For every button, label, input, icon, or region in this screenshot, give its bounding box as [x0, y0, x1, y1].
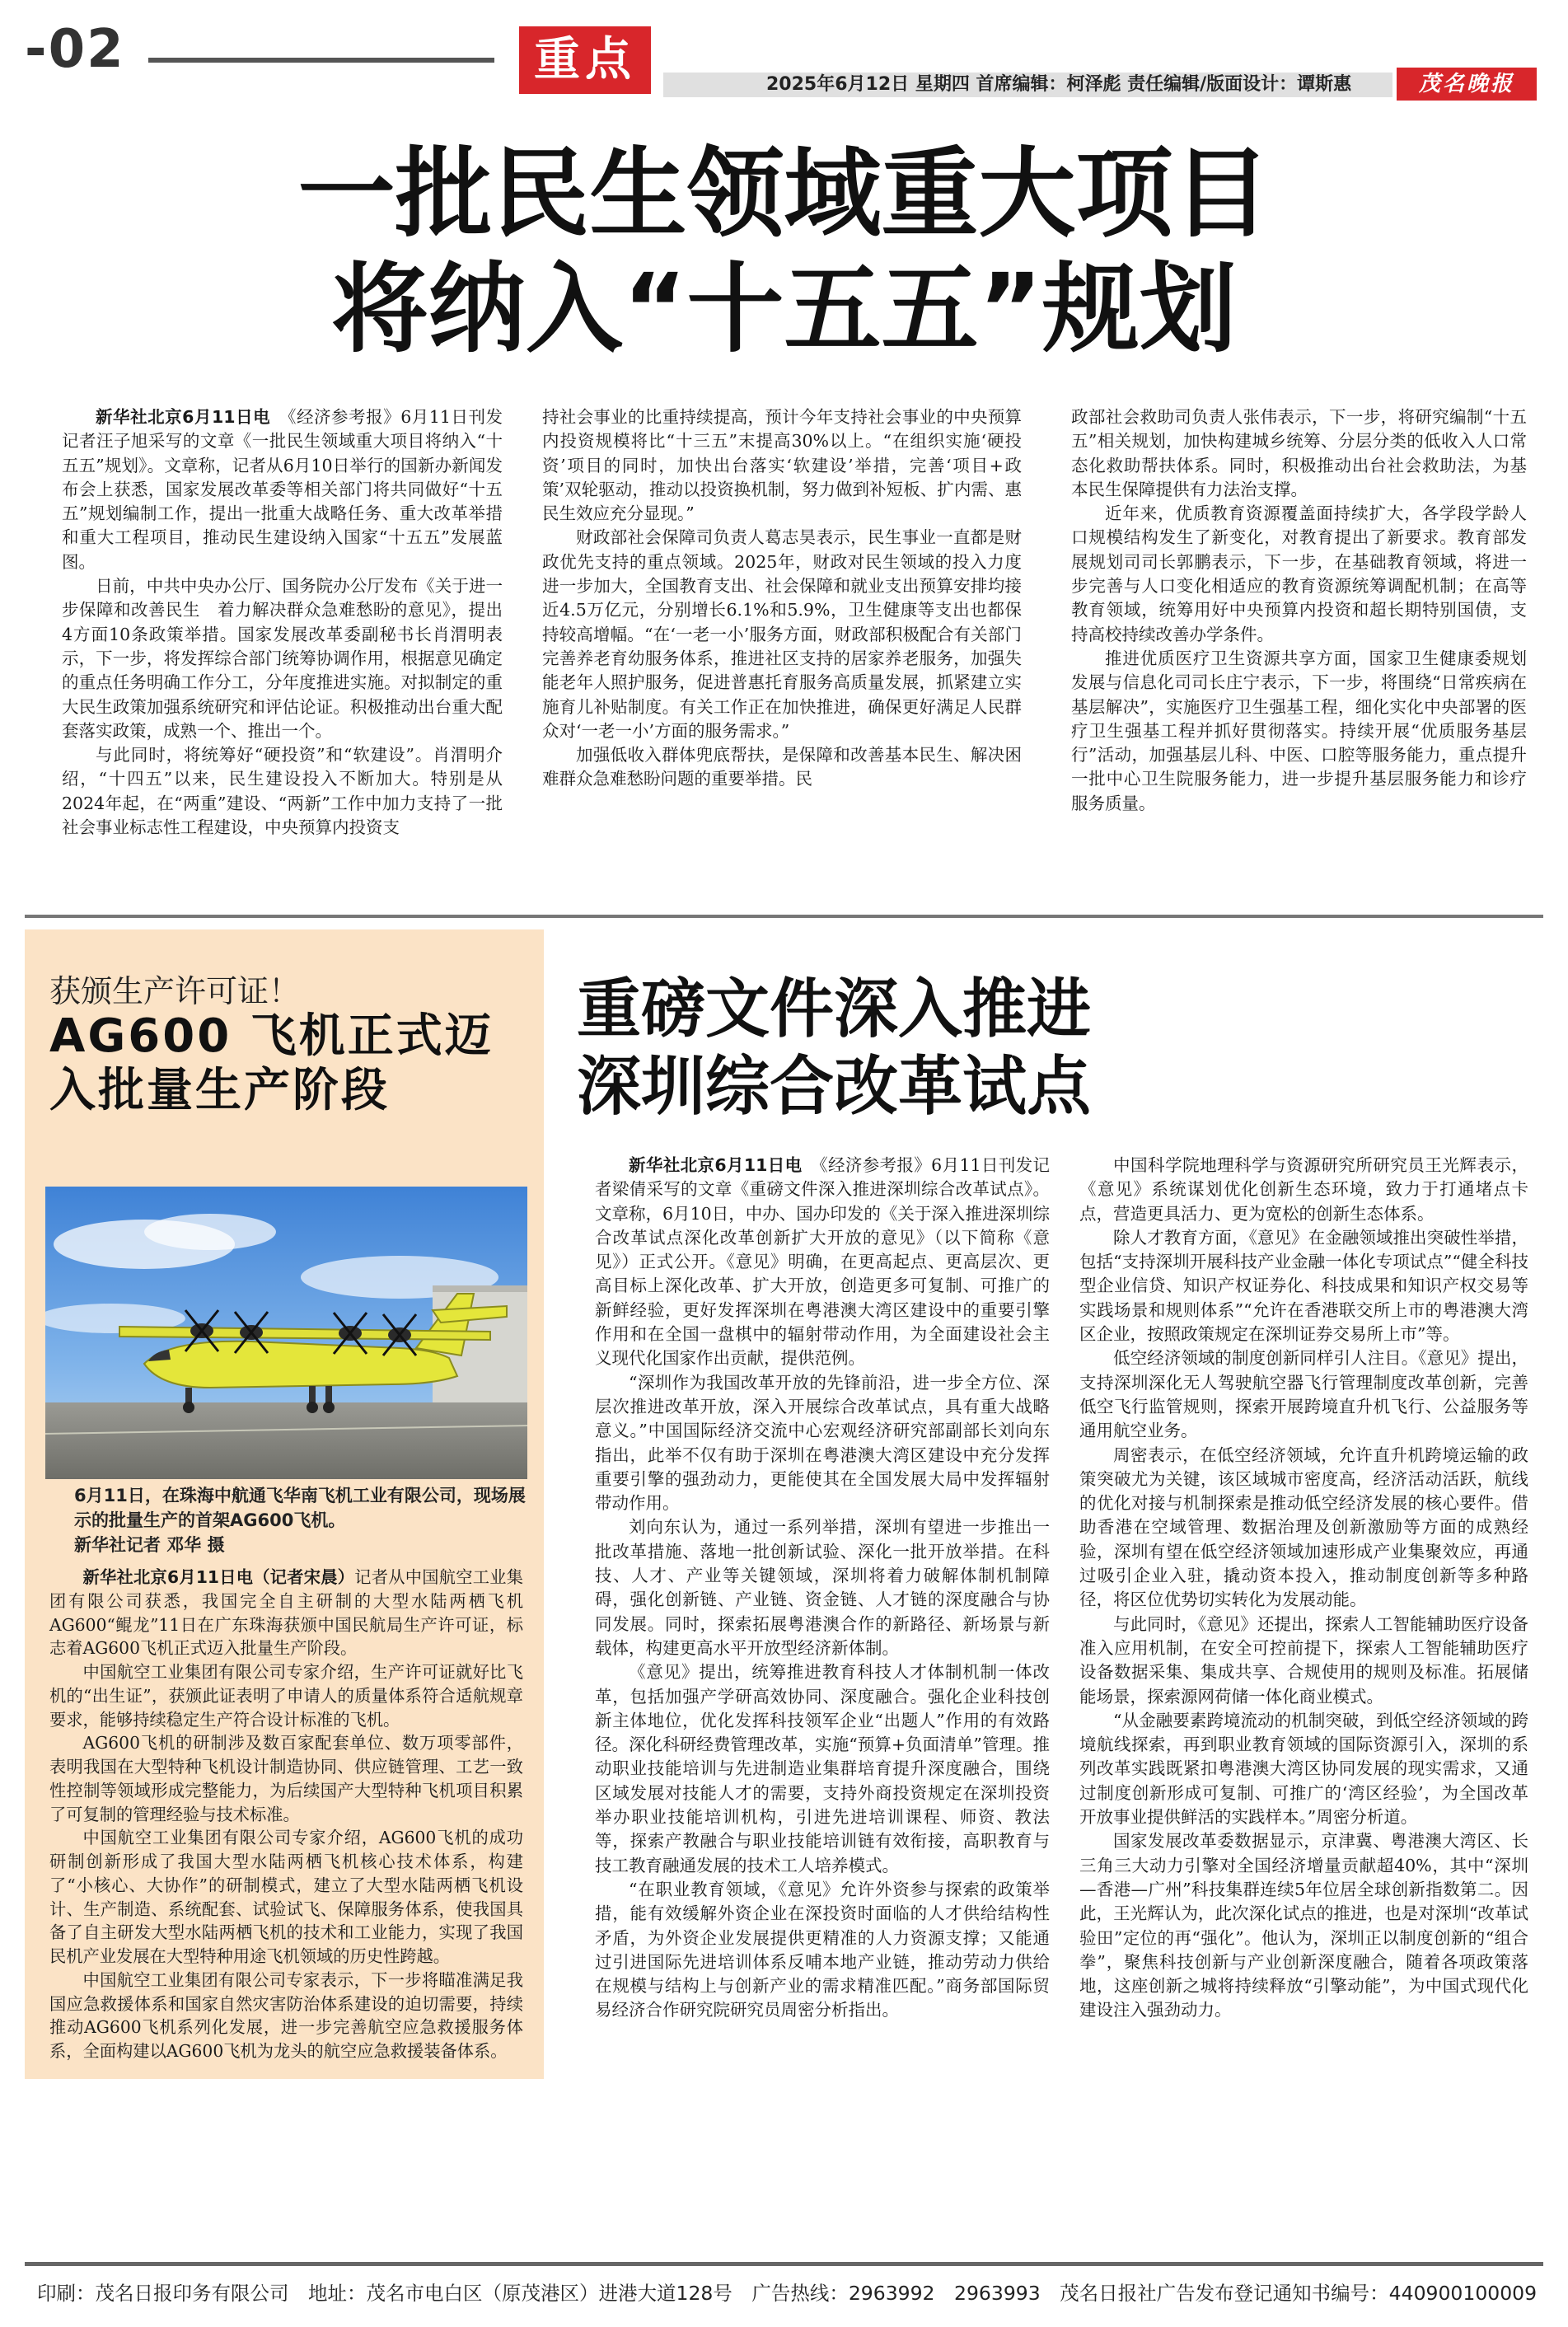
article1-column-1 — [62, 405, 503, 840]
footer-rule — [25, 2262, 1543, 2266]
masthead-logo: 茂名晚报 — [1397, 68, 1537, 101]
paragraph: 《经济参考报》6月11日刊发记者汪子旭采写的文章《一批民生领域重大项目将纳入“十五五”规划》。文章称，记者从6月10日举行的国新办新闻发布会上获悉，国家发展改革委等相关部门将共同做好“十五五”规划编制工作，提出一批重大战略任务、重大改革举措和重大工程项目，推动民生建设纳入国家“十五五”发展蓝图。 — [62, 407, 503, 572]
paragraph: 日前，中共中央办公厅、国务院办公厅发布《关于进一步保障和改善民生 着力解决群众急难愁盼的意见》，提出4方面10条政策举措。国家发展改革委副秘书长肖渭明表示，下一步，将发挥综合部门统筹协调作用，根据意见确定的重点任务明确工作分工，分年度推进实施。对拟制定的重大民生政策加强系统研究和评估论证。积极推动出台重大配套落实政策，成熟一个、推出一个。 — [62, 576, 503, 741]
dateline: 新华社北京6月11日电 — [629, 1155, 803, 1175]
paragraph: 政部社会救助司负责人张伟表示，下一步，将研究编制“十五五”相关规划，加快构建城乡统筹、分层分类的低收入人口常态化救助帮扶体系。同时，积极推动出台社会救助法，为基本民生保障提供有力法治支撑。 — [1071, 407, 1527, 499]
dateline: 新华社北京6月11日电（记者宋晨） — [82, 1567, 355, 1587]
paragraph: 推进优质医疗卫生资源共享方面，国家卫生健康委规划发展与信息化司司长庄宁表示，下一步，将围绕“日常疾病在基层解决”，实施医疗卫生强基工程，细化实化中央部署的医疗卫生强基工程并抓好贯彻落实。持续开展“优质服务基层行”活动，加强基层儿科、中医、口腔等服务能力，重点提升一批中心卫生院服务能力，进一步提升基层服务能力和诊疗服务质量。 — [1071, 648, 1527, 813]
sidebar-title: AG600 飞机正式迈入批量生产阶段 — [49, 1009, 494, 1117]
paragraph: 持社会事业的比重持续提高，预计今年支持社会事业的中央预算内投资规模将比“十三五”末提高30%以上。“在组织实施‘硬投资’项目的同时，加快出台落实‘软建设’举措，完善‘项目+政策’双轮驱动，推动以投资换机制，努力做到补短板、扩内需、惠民生效应充分显现。” — [542, 407, 1022, 524]
paragraph: 《意见》提出，统筹推进教育科技人才体制机制一体改革，包括加强产学研高效协同、深度融合。强化企业科技创新主体地位，优化发挥科技领军企业“出题人”作用的有效路径。深化科研经费管理改革，实施“预算+负面清单”管理。推动职业技能培训与先进制造业集群培育提升深度融合，围绕区域发展对技能人才的需要，支持外商投资规定在深圳投资举办职业技能培训机构，引进先进培训课程、师资、教法等，探索产教融合与职业技能培训链有效衔接，高职教育与技工教育融通发展的技术工人培养模式。 — [595, 1662, 1050, 1875]
article2-title-line2: 深圳综合改革试点 — [577, 1050, 1092, 1124]
article2-title-line1: 重磅文件深入推进 — [577, 972, 1092, 1046]
header-rule — [148, 58, 494, 63]
paragraph: “深圳作为我国改革开放的先锋前沿，进一步全方位、深层次推进改革开放，深入开展综合改革试点，具有重大战略意义。”中国国际经济交流中心宏观经济研究部副部长刘向东指出，此举不仅有助于深圳在粤港澳大湾区建设中充分发挥重要引擎的强劲动力，更能使其在全国发展大局中发挥辐射带动作用。 — [595, 1372, 1050, 1514]
paragraph: 低空经济领域的制度创新同样引人注目。《意见》提出，支持深圳深化无人驾驶航空器飞行管理制度改革创新，完善低空飞行监管规则，探索开展跨境直升机飞行、公益服务等通用航空业务。 — [1079, 1348, 1528, 1441]
paragraph: 记者从中国航空工业集团有限公司获悉，我国完全自主研制的大型水陆两栖飞机AG600“鲲龙”11日在广东珠海获颁中国民航局生产许可证，标志着AG600飞机正式迈入批量生产阶段。 — [49, 1567, 523, 1659]
paragraph: “从金融要素跨境流动的机制突破，到低空经济领域的跨境航线探索，再到职业教育领域的国际资源引入，深圳的系列改革实践既紧扣粤港澳大湾区协同发展的现实需求，又通过制度创新形成可复制、可推广的‘湾区经验’，为全国改革开放事业提供鲜活的实践样本。”周密分析道。 — [1079, 1710, 1528, 1828]
sidebar-kicker: 获颁生产许可证！ — [49, 973, 301, 1009]
article1-title-line2: 将纳入“十五五”规划 — [330, 252, 1238, 366]
page-number: -02 — [25, 19, 125, 80]
dateline: 新华社北京6月11日电 — [96, 407, 271, 427]
photo-caption-text: 6月11日，在珠海中航通飞华南飞机工业有限公司，现场展示的批量生产的首架AG600飞机。 — [74, 1486, 526, 1530]
paragraph: AG600飞机的研制涉及数百家配套单位、数万项零部件，表明我国在大型特种飞机设计制造协同、供应链管理、工艺一致性控制等领域形成完整能力，为后续国产大型特种飞机项目积累了可复制的管理经验与技术标准。 — [49, 1733, 523, 1824]
paragraph: 中国航空工业集团有限公司专家介绍，AG600飞机的成功研制创新形成了我国大型水陆两栖飞机核心技术体系，构建了“小核心、大协作”的研制模式，建立了大型水陆两栖飞机设计、生产制造、系统配套、试验试飞、保障服务体系，使我国具备了自主研发大型水陆两栖飞机的技术和工业能力，实现了我国民机产业发展在大型特种用途飞机领域的历史性跨越。 — [49, 1828, 523, 1966]
paragraph: 中国科学院地理科学与资源研究所研究员王光辉表示，《意见》系统谋划优化创新生态环境，致力于打通堵点卡点，营造更具活力、更为宽松的创新生态体系。 — [1079, 1155, 1528, 1224]
article2-column-1 — [595, 1154, 1050, 2023]
paragraph: 与此同时，《意见》还提出，探索人工智能辅助医疗设备准入应用机制，在安全可控前提下，探索人工智能辅助医疗设备数据采集、集成共享、合规使用的规则及标准。拓展储能场景，探索源网荷储一体化商业模式。 — [1079, 1613, 1528, 1707]
paragraph: 《经济参考报》6月11日刊发记者梁倩采写的文章《重磅文件深入推进深圳综合改革试点》。文章称，6月10日，中办、国办印发的《关于深入推进深圳综合改革试点深化改革创新扩大开放的意见》（以下简称《意见》）正式公开。《意见》明确，在更高起点、更高层次、更高目标上深化改革、扩大开放，创造更多可复制、可推广的新鲜经验，更好发挥深圳在粤港澳大湾区建设中的重要引擎作用和在全国一盘棋中的辐射带动作用，为全面建设社会主义现代化国家作出贡献，提供范例。 — [595, 1155, 1050, 1369]
section-divider — [25, 915, 1543, 918]
paragraph: 中国航空工业集团有限公司专家介绍，生产许可证就好比飞机的“出生证”，获颁此证表明了申请人的质量体系符合适航规章要求，能够持续稳定生产符合设计标准的飞机。 — [49, 1662, 523, 1730]
section-label: 重点 — [519, 26, 651, 94]
sidebar-body — [49, 1566, 523, 2063]
photo-credit: 新华社记者 邓华 摄 — [74, 1535, 225, 1555]
aircraft-photo — [45, 1187, 527, 1479]
paragraph: 中国航空工业集团有限公司专家表示，下一步将瞄准满足我国应急救援体系和国家自然灾害防治体系建设的迫切需要，持续推动AG600飞机系列化发展，进一步完善航空应急救援服务体系，全面构建以AG600飞机为龙头的航空应急救援装备体系。 — [49, 1969, 523, 2061]
paragraph: 除人才教育方面，《意见》在金融领域推出突破性举措，包括“支持深圳开展科技产业金融一体化专项试点”“健全科技型企业信贷、知识产权证券化、科技成果和知识产权交易等实践场景和规则体系”“允许在香港联交所上市的粤港澳大湾区企业，按照政策规定在深圳证券交易所上市”等。 — [1079, 1227, 1528, 1345]
paragraph: 刘向东认为，通过一系列举措，深圳有望进一步推出一批改革措施、落地一批创新试验、深化一批开放举措。在科技、人才、产业等关键领域，深圳将着力破解体制机制障碍，强化创新链、产业链、资金链、人才链的深度融合与协同发展。同时，探索拓展粤港澳合作的新路径、新场景与新载体，构建更高水平开放型经济新体制。 — [595, 1517, 1050, 1658]
paragraph: 与此同时，将统筹好“硬投资”和“软建设”。肖渭明介绍，“十四五”以来，民生建设投入不断加大。特别是从2024年起，在“两重”建设、“两新”工作中加力支持了一批社会事业标志性工程建设，中央预算内投资支 — [62, 745, 503, 838]
paragraph: 近年来，优质教育资源覆盖面持续扩大，各学段学龄人口规模结构发生了新变化，对教育提出了新要求。教育部发展规划司司长郭鹏表示，下一步，在基础教育领域，将进一步完善与人口变化相适应的教育资源统筹调配机制；在高等教育领域，统筹用好中央预算内投资和超长期特别国债，支持高校持续改善办学条件。 — [1071, 503, 1527, 644]
photo-caption — [74, 1483, 536, 1557]
article1-column-3 — [1071, 405, 1527, 816]
article1-title-line1: 一批民生领域重大项目 — [297, 137, 1271, 250]
paragraph: 国家发展改革委数据显示，京津冀、粤港澳大湾区、长三角三大动力引擎对全国经济增量贡献超40%，其中“深圳—香港—广州”科技集群连续5年位居全球创新指数第二。因此，王光辉认为，此次深化试点的推进，也是对深圳“改革试验田”定位的再“强化”。他认为，深圳正以制度创新的“组合拳”，聚焦科技创新与产业创新深度融合，随着各项政策落地，这座创新之城将持续释放“引擎动能”，为中国式现代化建设注入强劲动力。 — [1079, 1831, 1528, 2020]
article1-column-2 — [542, 405, 1022, 792]
article2-column-2 — [1079, 1154, 1528, 2023]
paragraph: “在职业教育领域，《意见》允许外资参与探索的政策举措，能有效缓解外资企业在深投资时面临的人才供给结构性矛盾，为外资企业发展提供更精准的人力资源支撑；又能通过引进国际先进培训体系反哺本地产业链，推动劳动力供给在规模与结构上与创新产业的需求精准匹配。”商务部国际贸易经济合作研究院研究员周密分析指出。 — [595, 1879, 1050, 2020]
paragraph: 加强低收入群体兜底帮扶，是保障和改善基本民生、解决困难群众急难愁盼问题的重要举措。民 — [542, 745, 1022, 789]
issue-meta: 2025年6月12日 星期四 首席编辑：柯泽彪 责任编辑/版面设计：谭斯惠 — [766, 74, 1352, 95]
footer-imprint: 印刷：茂名日报印务有限公司 地址：茂名市电白区（原茂港区）进港大道128号 广告热线：2963992 2963993 茂名日报社广告发布登记通知书编号：440900100009 — [37, 2282, 1538, 2305]
paragraph: 财政部社会保障司负责人葛志昊表示，民生事业一直都是财政优先支持的重点领域。2025年，财政对民生领域的投入力度进一步加大，全国教育支出、社会保障和就业支出预算安排均接近4.5万亿元，分别增长6.1%和5.9%，卫生健康等支出也都保持较高增幅。“在‘一老一小’服务方面，财政部积极配合有关部门完善养老育幼服务体系，推进社区支持的居家养老服务，加强失能老年人照护服务，促进普惠托育服务高质量发展，抓紧建立实施育儿补贴制度。有关工作正在加快推进，确保更好满足人民群众对‘一老一小’方面的服务需求。” — [542, 527, 1022, 741]
paragraph: 周密表示，在低空经济领域，允许直升机跨境运输的政策突破尤为关键，该区域城市密度高，经济活动活跃，航线的优化对接与机制探索是推动低空经济发展的核心要件。借助香港在空域管理、数据治理及创新激励等方面的成熟经验，深圳有望在低空经济领域加速形成产业集聚效应，再通过吸引企业入驻，撬动资本投入，推动制度创新等多种路径，将区位优势切实转化为发展动能。 — [1079, 1444, 1528, 1610]
